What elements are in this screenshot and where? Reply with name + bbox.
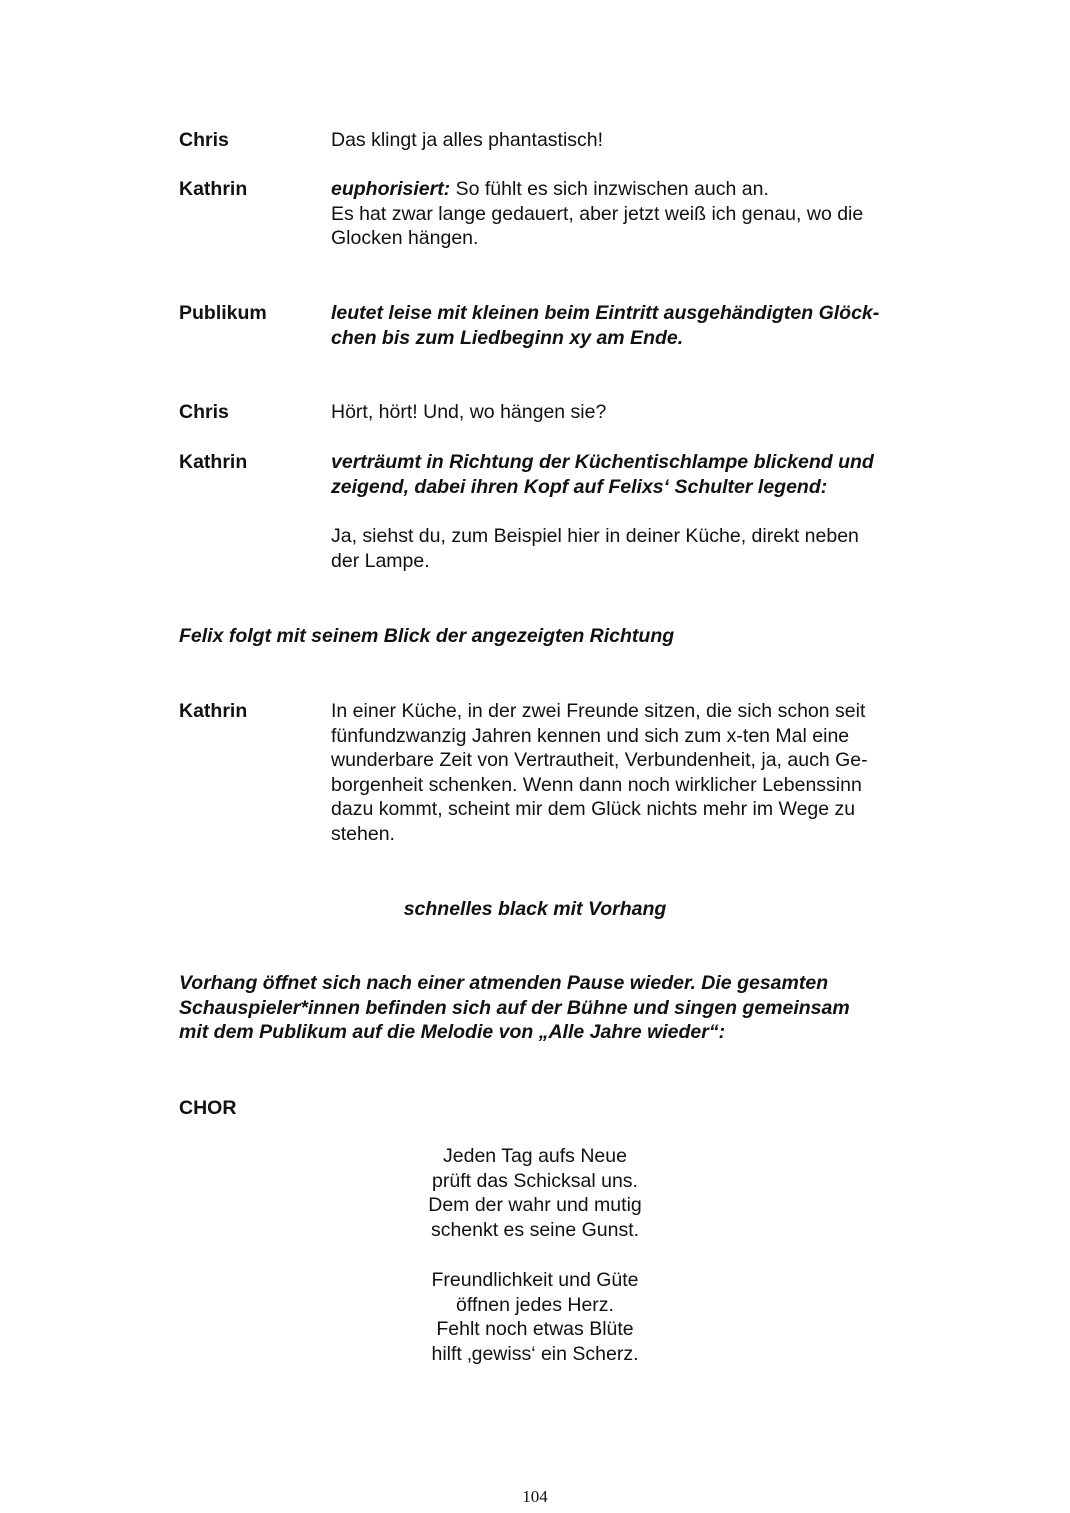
song-stanza-2 — [0, 1268, 1070, 1366]
song-line: Fehlt noch etwas Blüte — [436, 1318, 634, 1340]
text-line: Hört, hört! Und, wo hängen sie? — [331, 401, 607, 423]
text-line: Ja, siehst du, zum Beispiel hier in deiner Küche, direkt neben — [331, 525, 859, 547]
speaker-kathrin: Kathrin — [179, 700, 248, 722]
speaker-kathrin: Kathrin — [179, 451, 248, 473]
speaker-chris: Chris — [179, 129, 229, 151]
song-line: Freundlichkeit und Güte — [431, 1269, 639, 1291]
speaker-kathrin: Kathrin — [179, 178, 248, 200]
text-line — [331, 177, 951, 202]
stage-direction-black: schnelles black mit Vorhang — [403, 898, 667, 920]
dialogue-text — [331, 177, 951, 251]
text-line: stehen. — [331, 822, 395, 845]
song-line: prüft das Schicksal uns. — [432, 1169, 638, 1192]
speaker-chris: Chris — [179, 401, 229, 423]
dialogue-text — [331, 524, 951, 573]
text-line: Das klingt ja alles phantastisch! — [331, 129, 604, 151]
text-line: leutet leise mit kleinen beim Eintritt ausgehändigten Glöck- — [331, 302, 880, 324]
text-line: mit dem Publikum auf die Melodie von „Alle Jahre wieder“: — [179, 1021, 726, 1043]
stage-direction — [331, 450, 951, 499]
text-line: zeigend, dabei ihren Kopf auf Felixs‘ Schulter legend: — [331, 475, 828, 498]
text-line: Schauspieler*innen befinden sich auf der Bühne und singen gemeinsam — [179, 996, 850, 1019]
text-line: Glocken hängen. — [331, 227, 479, 249]
text-fragment: So fühlt es sich inzwischen auch an. — [450, 178, 769, 200]
song-stanza-1 — [0, 1144, 1070, 1242]
text-line: Vorhang öffnet sich nach einer atmenden Pause wieder. Die gesamten — [179, 972, 829, 994]
text-line: chen bis zum Liedbeginn xy am Ende. — [331, 326, 684, 349]
song-line: hilft ‚gewiss‘ ein Scherz. — [431, 1342, 639, 1365]
text-line: In einer Küche, in der zwei Freunde sitzen, die sich schon seit — [331, 700, 866, 722]
text-line: wunderbare Zeit von Vertrautheit, Verbundenheit, ja, auch Ge- — [331, 749, 868, 771]
song-line: öffnen jedes Herz. — [456, 1293, 614, 1316]
chor-label: CHOR — [179, 1097, 237, 1119]
text-line: der Lampe. — [331, 549, 430, 572]
dialogue-text — [331, 400, 951, 425]
speaker-publikum: Publikum — [179, 302, 267, 324]
song-line: Dem der wahr und mutig — [428, 1194, 642, 1216]
stage-direction-vorhang — [179, 971, 959, 1045]
page-number: 104 — [522, 1487, 548, 1506]
stage-direction-inline: euphorisiert: — [331, 178, 451, 200]
stage-direction — [331, 301, 951, 350]
text-line: verträumt in Richtung der Küchentischlampe blickend und — [331, 451, 874, 473]
dialogue-text — [331, 128, 951, 153]
text-line: Es hat zwar lange gedauert, aber jetzt weiß ich genau, wo die — [331, 202, 864, 225]
text-line: borgenheit schenken. Wenn dann noch wirklicher Lebenssinn — [331, 773, 862, 796]
text-line: dazu kommt, scheint mir dem Glück nichts mehr im Wege zu — [331, 798, 856, 820]
stage-direction-felix: Felix folgt mit seinem Blick der angezeigten Richtung — [179, 625, 675, 647]
text-line: fünfundzwanzig Jahren kennen und sich zum x-ten Mal eine — [331, 724, 850, 747]
dialogue-text — [331, 699, 951, 846]
song-line: Jeden Tag aufs Neue — [443, 1145, 627, 1167]
song-line: schenkt es seine Gunst. — [430, 1218, 640, 1241]
